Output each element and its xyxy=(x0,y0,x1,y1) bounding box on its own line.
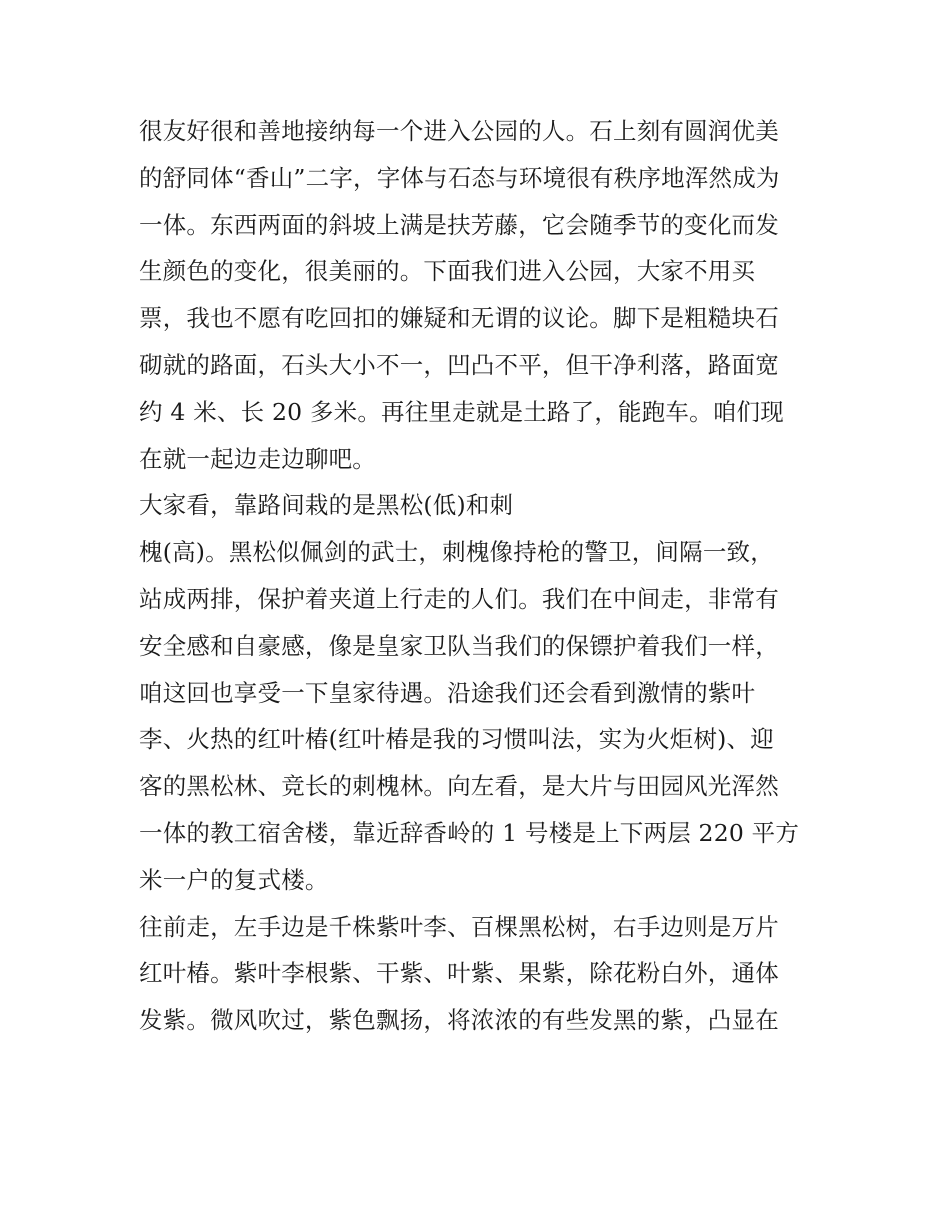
text-line: 咱这回也享受一下皇家待遇。沿途我们还会看到激情的紫叶 xyxy=(139,678,756,707)
paragraph-3 xyxy=(139,529,819,903)
text-line: 很友好很和善地接纳每一个进入公园的人。石上刻有圆润优美 xyxy=(139,117,779,145)
paragraph-4 xyxy=(139,904,819,1044)
text-line: 米一户的复式楼。 xyxy=(139,865,329,894)
text-line: 的舒同体“香山”二字，字体与石态与环境很有秩序地浑然成为 xyxy=(139,163,780,192)
text-line: 一体。东西两面的斜坡上满是扶芳藤，它会随季节的变化而发 xyxy=(139,210,779,239)
text-line: 票，我也不愿有吃回扣的嫌疑和无谓的议论。脚下是粗糙块石 xyxy=(139,304,779,333)
text-line: 砌就的路面，石头大小不一，凹凸不平，但干净利落，路面宽 xyxy=(139,350,779,379)
text-line: 在就一起边走边聊吧。 xyxy=(139,444,376,473)
text-line: 李、火热的红叶椿(红叶椿是我的习惯叫法，实为火炬树)、迎 xyxy=(139,725,774,754)
text-line: 发紫。微风吹过，紫色飘扬，将浓浓的有些发黑的紫，凸显在 xyxy=(139,1006,779,1035)
text-line: 客的黑松林、竞长的刺槐林。向左看，是大片与田园风光浑然 xyxy=(139,772,779,801)
text-line: 槐(高)。黑松似佩剑的武士，刺槐像持枪的警卫，间隔一致， xyxy=(139,538,774,567)
document-body xyxy=(139,108,819,1044)
text-line: 站成两排，保护着夹道上行走的人们。我们在中间走，非常有 xyxy=(139,584,779,613)
text-line: 一体的教工宿舍楼，靠近辞香岭的 1 号楼是上下两层 220 平方 xyxy=(139,818,800,847)
text-line: 生颜色的变化，很美丽的。下面我们进入公园，大家不用买 xyxy=(139,257,756,286)
paragraph-1 xyxy=(139,108,819,482)
text-line: 大家看，靠路间栽的是黑松(低)和刺 xyxy=(139,491,514,520)
text-line: 往前走，左手边是千株紫叶李、百棵黑松树，右手边则是万片 xyxy=(139,912,779,941)
paragraph-2 xyxy=(139,482,819,529)
text-line: 安全感和自豪感，像是皇家卫队当我们的保镖护着我们一样， xyxy=(139,631,779,660)
text-line: 红叶椿。紫叶李根紫、干紫、叶紫、果紫，除花粉白外，通体 xyxy=(139,959,779,988)
text-line: 约 4 米、长 20 多米。再往里走就是土路了，能跑车。咱们现 xyxy=(139,397,784,426)
